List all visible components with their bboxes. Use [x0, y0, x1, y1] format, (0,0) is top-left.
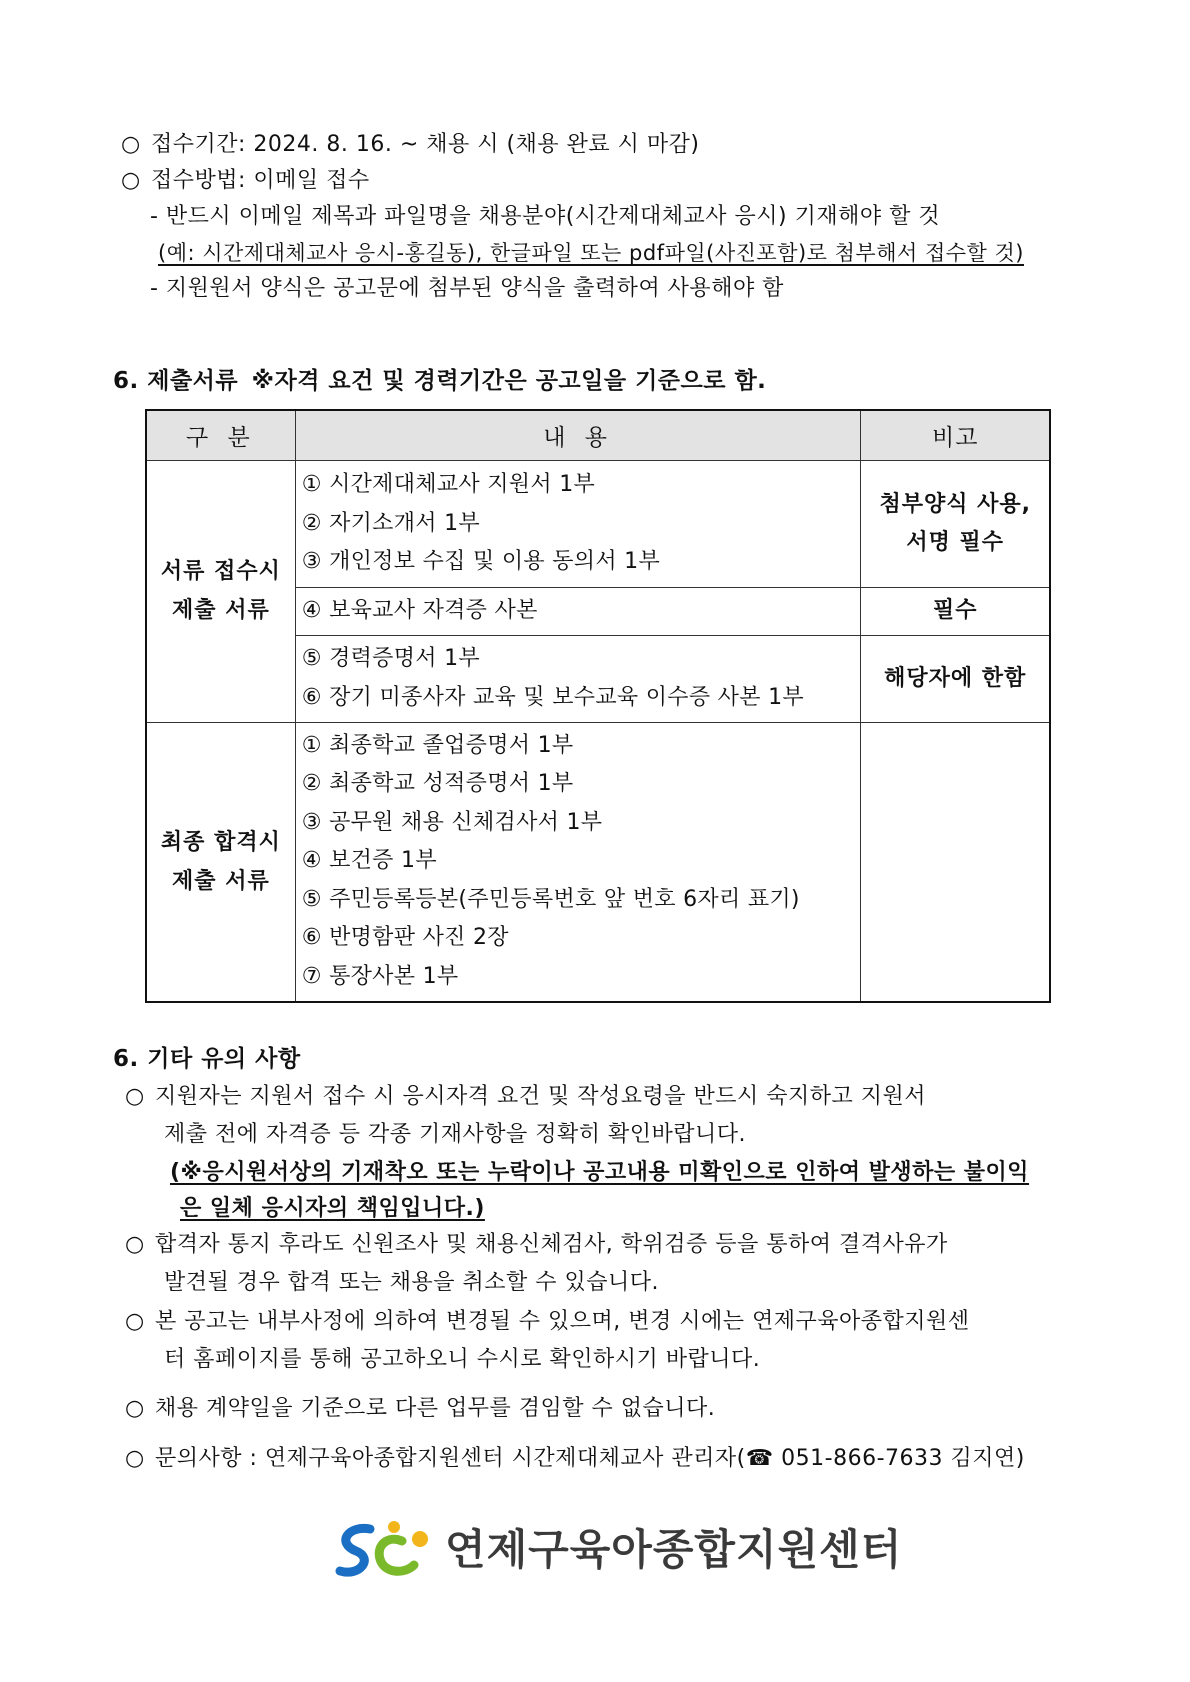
note-2: ○ 합격자 통지 후라도 신원조사 및 채용신체검사, 학위검증 등을 통하여 결격사유가	[125, 1230, 948, 1260]
table-row	[146, 461, 1050, 588]
note-1: ○ 지원자는 지원서 접수 시 응시자격 요건 및 작성요령을 반드시 숙지하고 지원서	[125, 1082, 926, 1112]
list-item: ① 최종학교 졸업증명서 1부	[301, 732, 574, 758]
content-cell	[295, 588, 861, 636]
table-header-row	[146, 410, 1050, 461]
list-item: ⑤ 경력증명서 1부	[301, 646, 480, 671]
org-logo	[330, 1515, 903, 1585]
bullet-circle-icon: ○	[125, 1446, 145, 1471]
note-1-cont: 제출 전에 자격증 등 각종 기재사항을 정확히 확인바랍니다.	[164, 1122, 746, 1147]
note-1-warning-cont: 은 일체 응시자의 책임입니다.)	[180, 1196, 485, 1221]
note-2-cont: 발견될 경우 합격 또는 채용을 취소할 수 있습니다.	[164, 1270, 659, 1295]
list-item: ④ 보건증 1부	[301, 848, 437, 874]
list-item: ⑥ 장기 미종사자 교육 및 보수교육 이수증 사본 1부	[301, 684, 804, 710]
org-name: 연제구육아종합지원센터	[445, 1525, 903, 1574]
category-application-docs: 서류 접수시 제출 서류	[146, 461, 295, 723]
reception-note-1: - 반드시 이메일 제목과 파일명을 채용분야(시간제대체교사 응시) 기재해야 할 것	[150, 204, 941, 229]
note-cell: 해당자에 한함	[861, 635, 1050, 722]
bullet-circle-icon: ○	[125, 1084, 145, 1109]
section-docs-remark: ※자격 요건 및 경력기간은 공고일을 기준으로 함.	[251, 368, 767, 394]
list-item: ④ 보육교사 자격증 사본	[301, 598, 538, 623]
note-3: ○ 본 공고는 내부사정에 의하여 변경될 수 있으며, 변경 시에는 연제구육아종합지원센	[125, 1307, 970, 1337]
list-item: ② 자기소개서 1부	[301, 510, 480, 536]
header-content: 내 용	[295, 410, 861, 461]
list-item: ③ 공무원 채용 신체검사서 1부	[301, 809, 603, 835]
documents-table	[145, 409, 1051, 1003]
section-docs-heading	[113, 366, 766, 397]
note-1-warning: (※응시원서상의 기재착오 또는 누락이나 공고내용 미확인으로 인하여 발생하는 불이익	[170, 1160, 1030, 1185]
logo-mark-icon	[330, 1515, 440, 1585]
bullet-circle-icon: ○	[125, 1309, 145, 1334]
category-final-docs: 최종 합격시 제출 서류	[146, 722, 295, 1002]
note-cell: 첨부양식 사용, 서명 필수	[861, 461, 1050, 588]
note-3-cont: 터 홈페이지를 통해 공고하오니 수시로 확인하시기 바랍니다.	[164, 1347, 761, 1372]
reception-note-1-example: (예: 시간제대체교사 응시-홍길동), 한글파일 또는 pdf파일(사진포함)로 첨부해서 접수할 것)	[158, 241, 1024, 265]
list-item: ③ 개인정보 수집 및 이용 동의서 1부	[301, 549, 661, 575]
table-row	[146, 722, 1050, 1002]
note-cell: 필수	[861, 588, 1050, 636]
reception-note-2: - 지원원서 양식은 공고문에 첨부된 양식을 출력하여 사용해야 함	[150, 276, 784, 301]
bullet-circle-icon: ○	[121, 168, 141, 193]
bullet-circle-icon: ○	[125, 1396, 145, 1421]
list-item: ⑥ 반명함판 사진 2장	[301, 925, 509, 951]
reception-period: ○ 접수기간: 2024. 8. 16. ~ 채용 시 (채용 완료 시 마감)	[121, 130, 699, 160]
header-note: 비고	[861, 410, 1050, 461]
list-item: ② 최종학교 성적증명서 1부	[301, 771, 574, 797]
section-notes-title: 6. 기타 유의 사항	[113, 1046, 301, 1072]
reception-method: ○ 접수방법: 이메일 접수	[121, 166, 370, 196]
note-4: ○ 채용 계약일을 기준으로 다른 업무를 겸임할 수 없습니다.	[125, 1394, 715, 1424]
list-item: ⑦ 통장사본 1부	[301, 963, 459, 989]
note-5-contact: ○ 문의사항 : 연제구육아종합지원센터 시간제대체교사 관리자(☎ 051-866-7633 김지연)	[125, 1444, 1025, 1474]
note-cell-empty	[861, 722, 1050, 1002]
bullet-circle-icon: ○	[125, 1232, 145, 1257]
header-category: 구 분	[146, 410, 295, 461]
content-cell	[295, 635, 861, 722]
list-item: ⑤ 주민등록등본(주민등록번호 앞 번호 6자리 표기)	[301, 886, 800, 912]
section-docs-title: 6. 제출서류	[113, 368, 239, 394]
bullet-circle-icon: ○	[121, 132, 141, 157]
content-cell	[295, 461, 861, 588]
content-cell	[295, 722, 861, 1002]
list-item: ① 시간제대체교사 지원서 1부	[301, 472, 596, 498]
